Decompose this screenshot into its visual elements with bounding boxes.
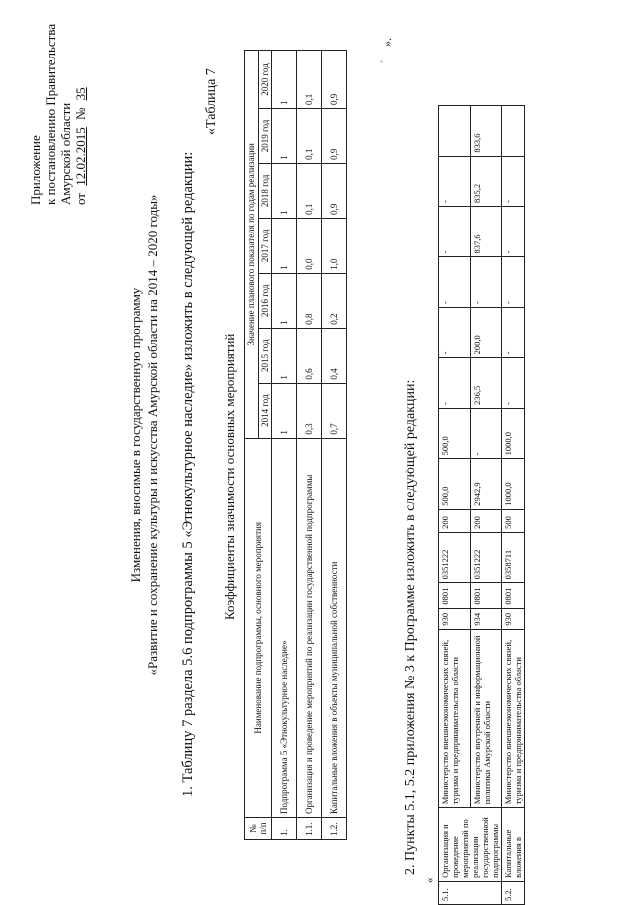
row-value: -	[470, 408, 502, 458]
row-value: 0,9	[322, 163, 347, 218]
row-value: 835,2	[470, 156, 502, 206]
table-row	[502, 106, 525, 905]
row-value: 2942,9	[470, 459, 502, 509]
row-rz: 0801	[470, 583, 502, 608]
row-executor: Министерство внутренней и информационной политики Амурской области	[470, 629, 502, 808]
table7-title: Коэффициенты значимости основных мероприятий	[222, 333, 237, 620]
row-num: 5.1.	[439, 881, 502, 904]
row-vr: 500	[502, 509, 525, 532]
table7-closing-quote: ».	[380, 38, 394, 47]
row-value: -	[439, 358, 471, 408]
table7	[244, 50, 347, 840]
row-name: Организация и проведение мероприятий по реализации государственной подпрограммы	[439, 808, 502, 882]
table-row	[272, 51, 297, 840]
row-value	[502, 106, 525, 157]
row-value: 0,6	[297, 328, 322, 383]
row-value: -	[439, 207, 471, 257]
row-value: 0,2	[322, 273, 347, 328]
row-csr: 0351222	[470, 532, 502, 582]
row-value: -	[439, 156, 471, 206]
row-value: 0,1	[297, 108, 322, 163]
table-row	[439, 106, 471, 905]
table7-year-header: 2017 год	[258, 218, 272, 273]
appendix3-table	[438, 105, 525, 905]
appendix-block	[28, 5, 88, 205]
table-row	[470, 106, 502, 905]
row-value: -	[502, 207, 525, 257]
row-value: 1	[272, 51, 297, 109]
row-value: 1	[272, 328, 297, 383]
row-value: -	[502, 358, 525, 408]
appendix-date-line: от 12.02.2015 № 35	[73, 5, 88, 205]
row-value: -	[439, 307, 471, 357]
table7-year-header: 2018 год	[258, 163, 272, 218]
row-grbs: 930	[439, 608, 471, 629]
table7-header-num: № п/п	[245, 818, 272, 840]
row-name: Подпрограмма 5 «Этнокультурное наследие»	[272, 438, 297, 817]
row-value: 0,4	[322, 328, 347, 383]
row-value: 1000,0	[502, 459, 525, 509]
row-name: Капитальные вложения в	[502, 808, 525, 882]
row-value: 1000,0	[502, 408, 525, 458]
row-value: 500,0	[439, 459, 471, 509]
appendix-line1: к постановлению Правительства	[43, 23, 58, 205]
row-value: 0,9	[322, 51, 347, 109]
row-value: 500,0	[439, 408, 471, 458]
row-value: 1,0	[322, 218, 347, 273]
row-csr: 0358711	[502, 532, 525, 582]
row-value: 0,8	[297, 273, 322, 328]
row-grbs: 934	[470, 608, 502, 629]
table7-year-header: 2014 год	[258, 383, 272, 438]
row-name: Организация и проведение мероприятий по реализации государственной подпрограммы	[297, 438, 322, 817]
row-value: 1	[272, 273, 297, 328]
row-num: 1.1.	[297, 818, 322, 840]
table7-year-header: 2015 год	[258, 328, 272, 383]
row-value: -	[502, 307, 525, 357]
appendix-line2: Амурской области	[58, 102, 73, 205]
table-row	[322, 51, 347, 840]
row-num: 1.	[272, 818, 297, 840]
row-value: 0,7	[322, 383, 347, 438]
row-value	[439, 106, 471, 157]
row-value: 1	[272, 383, 297, 438]
row-value: -	[439, 257, 471, 307]
row-csr: 0351222	[439, 532, 471, 582]
row-value: 0,1	[297, 163, 322, 218]
heading-line1: Изменения, вносимые в государственную программу	[128, 287, 143, 583]
table-row	[297, 51, 322, 840]
row-value: 0,3	[297, 383, 322, 438]
row-value: -	[470, 257, 502, 307]
point2-open-quote: «	[424, 877, 436, 883]
row-value: 0,1	[297, 51, 322, 109]
row-executor: Министерство внешнеэкономических связей, туризма и предпринимательства области	[439, 629, 471, 808]
row-value: 0,9	[322, 108, 347, 163]
point1-text: 1. Таблицу 7 раздела 5.6 подпрограммы 5 «Этнокультурное наследие» изложить в следующей редакции:	[180, 151, 196, 797]
row-value: -	[502, 257, 525, 307]
row-value: -	[502, 156, 525, 206]
table7-label: «Таблица 7	[204, 68, 219, 135]
heading-line2: «Развитие и сохранение культуры и искусства Амурской области на 2014 – 2020 годы»	[145, 194, 160, 676]
table7-year-header: 2016 год	[258, 273, 272, 328]
row-value: 1	[272, 163, 297, 218]
row-vr: 200	[439, 509, 471, 532]
row-executor: Министерство внешнеэкономических связей, туризма и предпринимательства области	[502, 629, 525, 808]
table7-header-name: Наименование подпрограммы, основного мероприятия	[245, 438, 272, 817]
appendix-number: 35	[73, 87, 88, 101]
row-rz: 0801	[439, 583, 471, 608]
appendix-title: Приложение	[28, 135, 43, 205]
table7-year-header: 2019 год	[258, 108, 272, 163]
row-grbs: 930	[502, 608, 525, 629]
table7-year-header: 2020 год	[258, 51, 272, 109]
row-num: 1.2.	[322, 818, 347, 840]
row-rz: 0801	[502, 583, 525, 608]
point2-text: 2. Пункты 5.1, 5.2 приложения № 3 к Программе изложить в следующей редакции:	[403, 379, 418, 875]
row-num: 5.2.	[502, 881, 525, 904]
row-value: 236,5	[470, 358, 502, 408]
table7-header-group: Значение планового показателя по годам реализации	[245, 51, 259, 439]
row-name: Капитальные вложения в объекты муниципальной собственности	[322, 438, 347, 817]
row-value: 1	[272, 108, 297, 163]
row-value: 1	[272, 218, 297, 273]
row-vr: 200	[470, 509, 502, 532]
row-value: 837,6	[470, 207, 502, 257]
row-value: 200,0	[470, 307, 502, 357]
appendix-date: 12.02.2015	[73, 127, 88, 186]
row-value: 0,0	[297, 218, 322, 273]
row-value: 833,6	[470, 106, 502, 157]
